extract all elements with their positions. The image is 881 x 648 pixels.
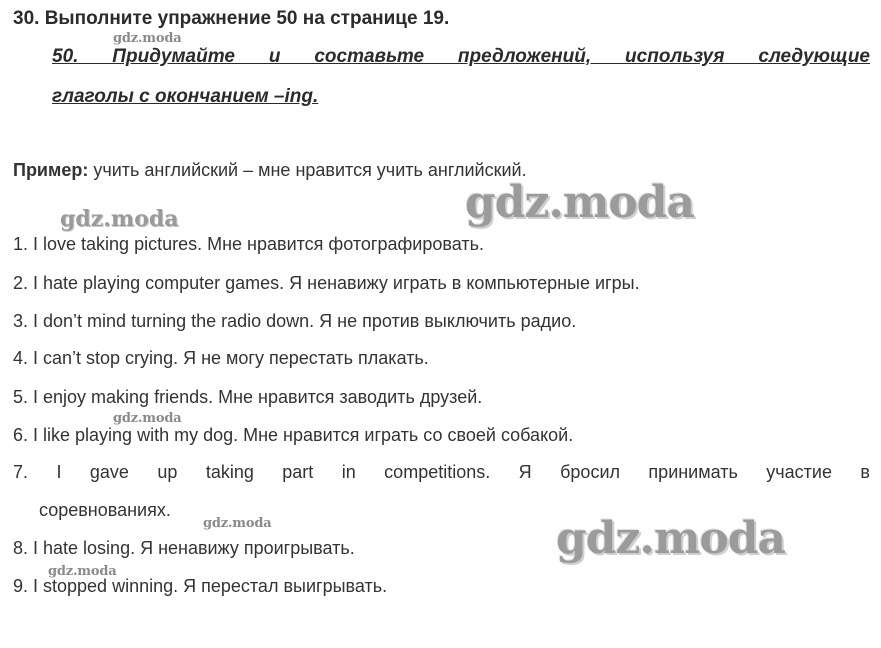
answer-item-5: 5. I enjoy making friends. Мне нравится заводить друзей.: [13, 387, 483, 407]
answer-item-3: 3. I don’t mind turning the radio down. Я не против выключить радио.: [13, 311, 577, 331]
task-heading: 30. Выполните упражнение 50 на странице 19.: [13, 8, 450, 29]
answer-item-4: 4. I can’t stop crying. Я не могу перестать плакать.: [13, 348, 429, 368]
answer-item-1: 1. I love taking pictures. Мне нравится фотографировать.: [13, 234, 484, 254]
answer-item-8: 8. I hate losing. Я ненавижу проигрывать.: [13, 538, 355, 558]
example-text: учить английский – мне нравится учить английский.: [88, 160, 527, 180]
watermark-logo: gdz.moda: [113, 31, 182, 46]
watermark-logo: gdz.moda: [48, 564, 117, 579]
watermark-logo: gdz.moda: [113, 411, 182, 426]
answer-item-6: 6. I like playing with my dog. Мне нравится играть со своей собакой.: [13, 425, 574, 445]
watermark-logo: gdz.moda: [465, 177, 695, 228]
exercise-title-line-1: 50. Придумайте и составьте предложений, используя следующие: [52, 46, 870, 67]
example-label: Пример:: [13, 160, 89, 180]
answer-item-7-continuation: соревнованиях.: [39, 500, 171, 520]
watermark-logo: gdz.moda: [556, 513, 786, 564]
example-line: [13, 160, 527, 181]
exercise-title-line-2: глаголы с окончанием –ing.: [52, 86, 319, 107]
watermark-logo: gdz.moda: [60, 206, 179, 232]
watermark-logo: gdz.moda: [203, 516, 272, 531]
answer-item-9: 9. I stopped winning. Я перестал выигрывать.: [13, 576, 388, 596]
answer-item-2: 2. I hate playing computer games. Я ненавижу играть в компьютерные игры.: [13, 273, 640, 293]
answer-item-7: 7. I gave up taking part in competitions. Я бросил принимать участие в: [13, 462, 870, 482]
